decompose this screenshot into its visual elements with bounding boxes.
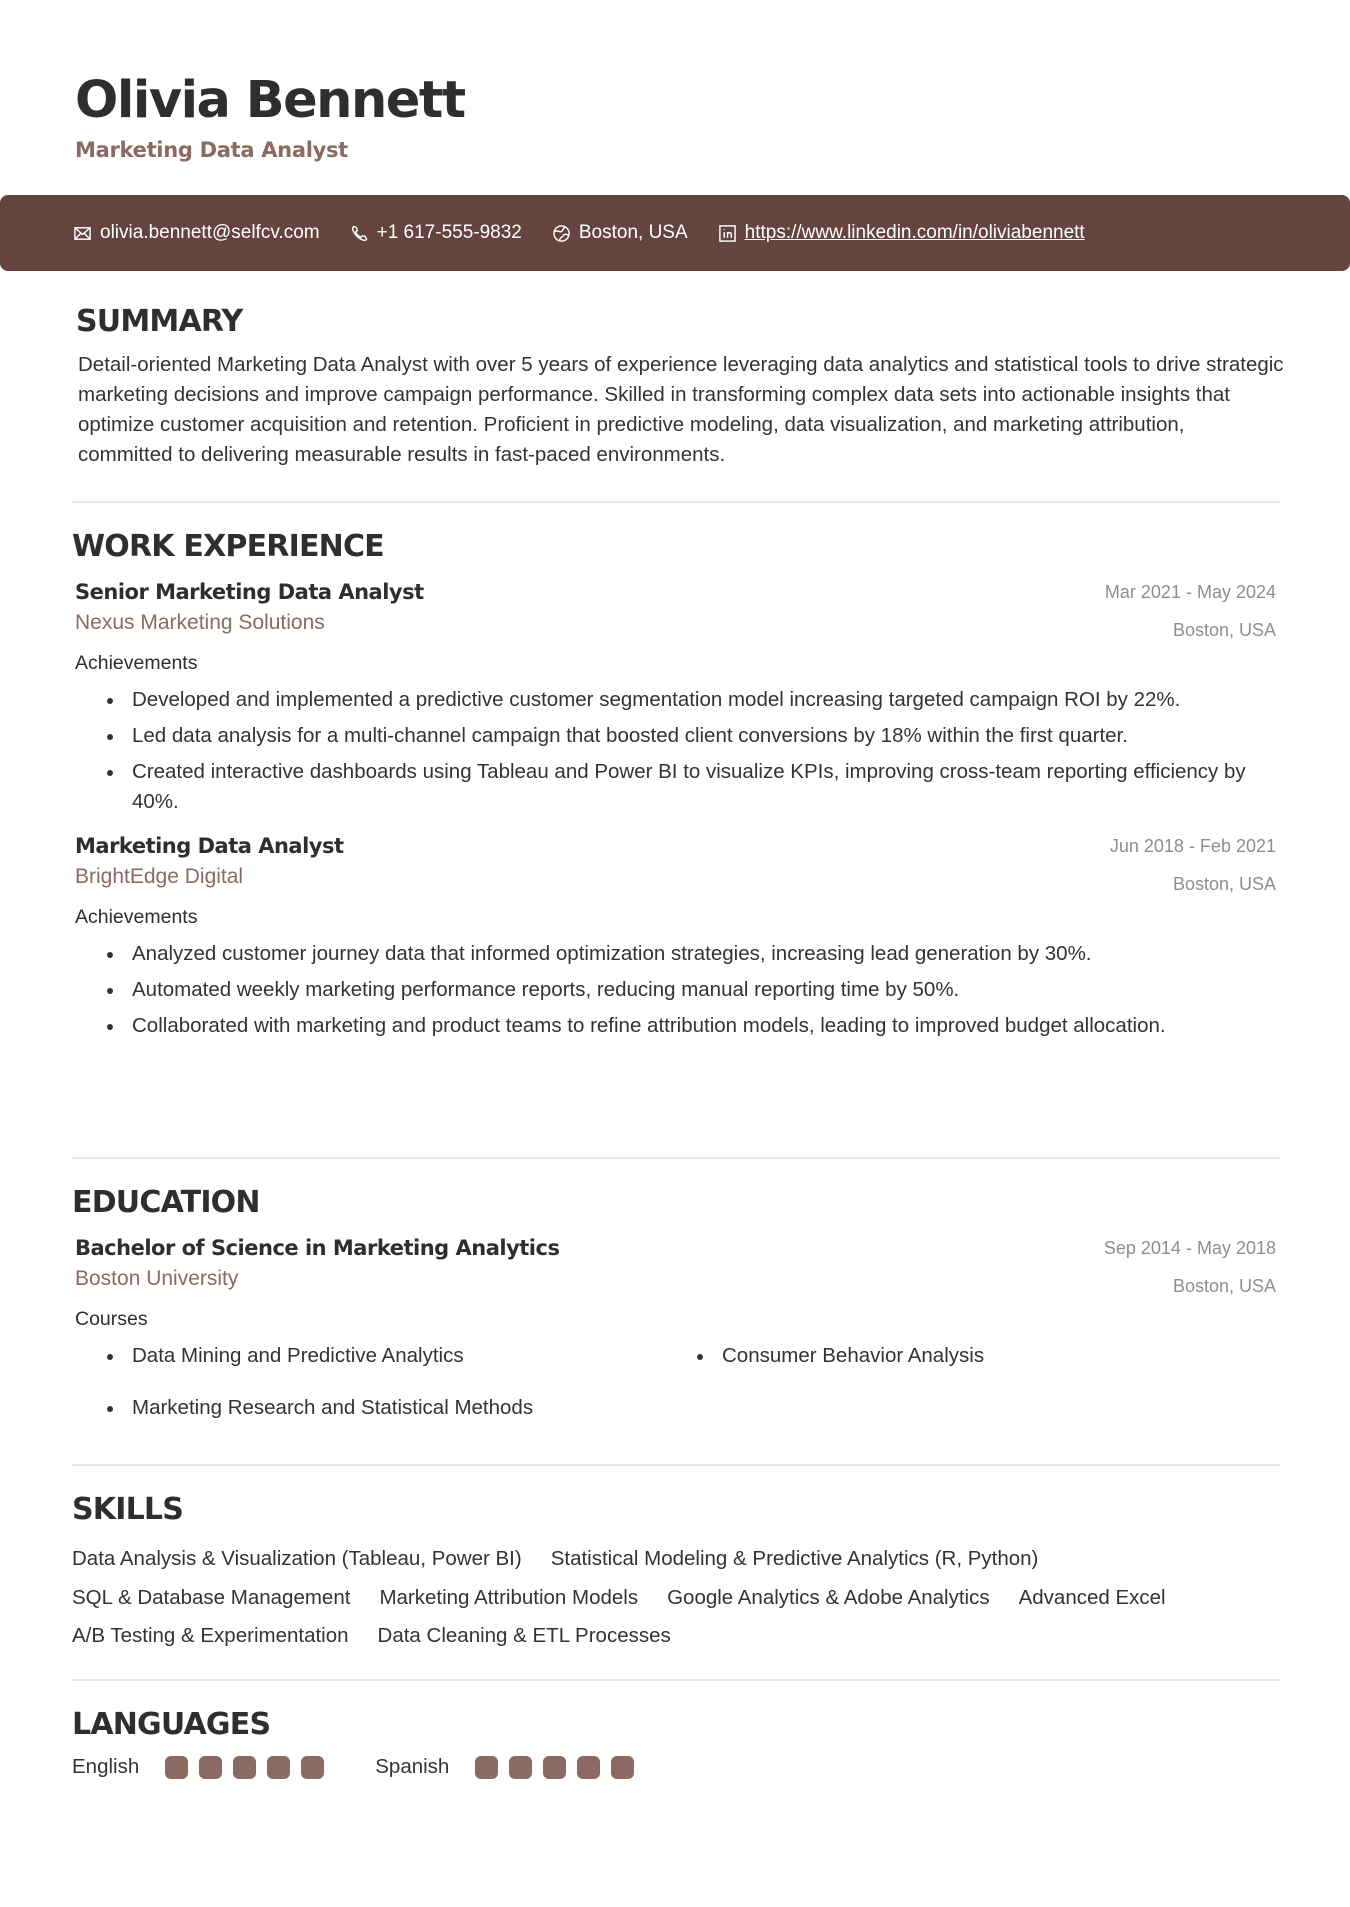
- skills-list: [72, 1540, 1312, 1656]
- location-text: Boston, USA: [578, 222, 688, 243]
- phone-text: +1 617-555-9832: [376, 222, 522, 243]
- courses-label: Courses: [75, 1308, 148, 1330]
- experience-entry: [75, 831, 1280, 1041]
- email-text: olivia.bennett@selfcv.com: [100, 222, 320, 243]
- job-company: Nexus Marketing Solutions: [75, 611, 325, 634]
- linkedin-link[interactable]: https://www.linkedin.com/in/oliviabennett: [744, 222, 1085, 243]
- achievements-list: [75, 685, 1280, 817]
- language-level: [475, 1756, 645, 1779]
- language-name: Spanish: [375, 1755, 450, 1778]
- education-location: Boston, USA: [1172, 1276, 1276, 1296]
- job-role: Marketing Data Analyst: [75, 834, 344, 858]
- candidate-title: Marketing Data Analyst: [75, 138, 348, 162]
- summary-section: [76, 302, 1284, 470]
- achievements-label: Achievements: [75, 906, 198, 928]
- education-heading: EDUCATION: [72, 1185, 260, 1220]
- list-item: Led data analysis for a multi-channel campaign that boosted client conversions by 18% within the first quarter.: [107, 721, 1257, 751]
- contact-location: [552, 222, 688, 244]
- education-entry: [75, 1233, 1280, 1423]
- skill-item: Data Cleaning & ETL Processes: [377, 1624, 671, 1647]
- achievements-list: [75, 939, 1280, 1041]
- education-section: [72, 1183, 1280, 1423]
- skill-item: Google Analytics & Adobe Analytics: [667, 1585, 990, 1609]
- language-level: [165, 1756, 335, 1779]
- job-location: Boston, USA: [1172, 874, 1276, 894]
- experience-section: [72, 527, 1280, 1047]
- level-dot: [165, 1756, 188, 1779]
- experience-heading: WORK EXPERIENCE: [72, 529, 384, 564]
- skills-section: [72, 1490, 1280, 1656]
- skill-item: Marketing Attribution Models: [379, 1585, 639, 1609]
- contact-bar: [0, 195, 1350, 271]
- list-item: Developed and implemented a predictive customer segmentation model increasing targeted campaign ROI by 22%.: [107, 685, 1257, 715]
- summary-heading: SUMMARY: [76, 304, 243, 339]
- candidate-name: Olivia Bennett: [75, 71, 465, 130]
- skills-heading: SKILLS: [72, 1492, 184, 1527]
- section-divider: [72, 1464, 1280, 1466]
- job-company: BrightEdge Digital: [75, 865, 244, 888]
- experience-entry: [75, 577, 1280, 817]
- envelope-icon: [73, 224, 92, 243]
- languages-section: [72, 1705, 1280, 1779]
- phone-icon: [350, 224, 369, 243]
- skill-item: Statistical Modeling & Predictive Analytics (R, Python): [550, 1547, 1039, 1570]
- contact-phone[interactable]: [350, 222, 522, 244]
- level-dot: [509, 1756, 532, 1779]
- contact-linkedin[interactable]: [718, 222, 1085, 244]
- languages-list: [72, 1755, 1280, 1779]
- list-item: Automated weekly marketing performance reports, reducing manual reporting time by 50%.: [107, 975, 1257, 1005]
- school: Boston University: [75, 1267, 239, 1290]
- skill-item: Advanced Excel: [1018, 1585, 1166, 1609]
- course-item: Data Mining and Predictive Analytics: [107, 1341, 697, 1371]
- skill-item: Data Analysis & Visualization (Tableau, Power BI): [72, 1547, 522, 1570]
- section-divider: [72, 1679, 1280, 1681]
- level-dot: [611, 1756, 634, 1779]
- linkedin-icon: [718, 224, 737, 243]
- section-divider: [72, 501, 1280, 503]
- level-dot: [267, 1756, 290, 1779]
- section-divider: [72, 1157, 1280, 1159]
- level-dot: [577, 1756, 600, 1779]
- courses-list: [75, 1341, 1280, 1423]
- summary-text: Detail-oriented Marketing Data Analyst with over 5 years of experience leveraging data analytics and statistical tools to drive strategic marketing decisions and improve campaign performance. Skilled in transforming complex data sets into actionable insights that optimize customer acquisition and retention. Proficient in predictive modeling, data visualization, and marketing attribution, committed to delivering measurable results in fast-paced environments.: [78, 353, 1284, 466]
- list-item: Analyzed customer journey data that informed optimization strategies, increasing lead generation by 30%.: [107, 939, 1257, 969]
- language-name: English: [72, 1755, 140, 1778]
- level-dot: [543, 1756, 566, 1779]
- list-item: Created interactive dashboards using Tableau and Power BI to visualize KPIs, improving cross-team reporting efficiency by 40%.: [107, 757, 1257, 817]
- education-dates: Sep 2014 - May 2018: [1103, 1238, 1276, 1258]
- job-role: Senior Marketing Data Analyst: [75, 580, 424, 604]
- level-dot: [199, 1756, 222, 1779]
- job-location: Boston, USA: [1172, 620, 1276, 640]
- level-dot: [475, 1756, 498, 1779]
- achievements-label: Achievements: [75, 652, 198, 674]
- job-dates: Mar 2021 - May 2024: [1104, 582, 1276, 602]
- languages-heading: LANGUAGES: [72, 1707, 271, 1742]
- job-dates: Jun 2018 - Feb 2021: [1109, 836, 1276, 856]
- list-item: Collaborated with marketing and product teams to refine attribution models, leading to improved budget allocation.: [107, 1011, 1257, 1041]
- contact-email[interactable]: [73, 222, 320, 244]
- skill-item: SQL & Database Management: [72, 1585, 351, 1609]
- skill-item: A/B Testing & Experimentation: [72, 1624, 349, 1647]
- course-item: Marketing Research and Statistical Methods: [107, 1393, 697, 1423]
- level-dot: [301, 1756, 324, 1779]
- course-item: Consumer Behavior Analysis: [697, 1341, 1287, 1371]
- level-dot: [233, 1756, 256, 1779]
- globe-icon: [552, 224, 571, 243]
- resume-header: [75, 70, 465, 162]
- degree: Bachelor of Science in Marketing Analytics: [75, 1236, 560, 1260]
